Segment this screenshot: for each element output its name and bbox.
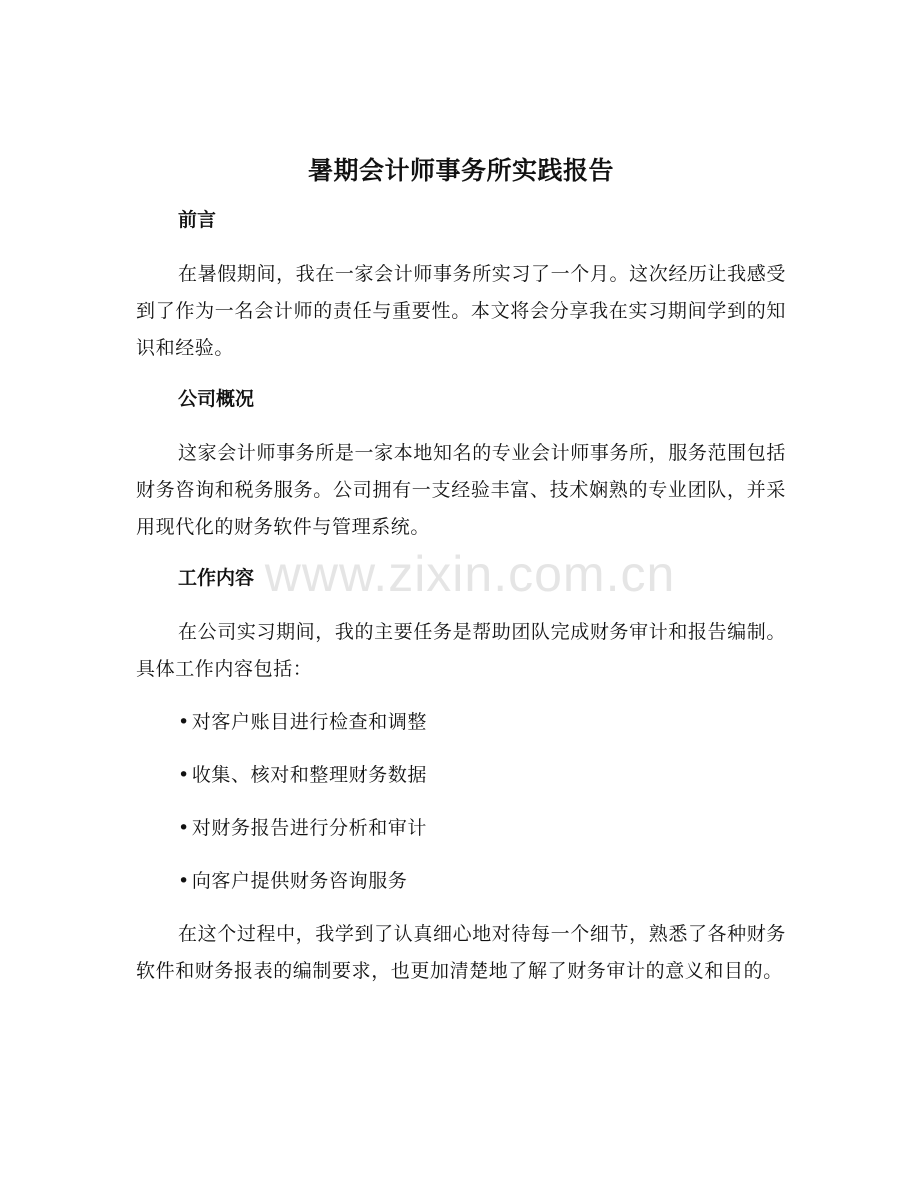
work-task-item: [136, 810, 786, 846]
work-task-item: [136, 863, 786, 899]
section-heading-company-overview: 公司概况: [178, 388, 255, 410]
bullet-dot-icon: •: [178, 711, 190, 733]
document-body: [136, 150, 786, 1006]
bullet-dot-icon: •: [178, 764, 190, 786]
bullet-dot-icon: •: [178, 870, 190, 892]
work-task-item: [136, 704, 786, 740]
watermark: www.zixin.com.cn: [264, 546, 676, 602]
company-overview-paragraph: 这家会计师事务所是一家本地知名的专业会计师事务所，服务范围包括财务咨询和税务服务。公司拥有一支经验丰富、技术娴熟的专业团队，并采用现代化的财务软件与管理系统。: [136, 442, 786, 538]
section-heading-work-content: 工作内容: [178, 567, 255, 589]
work-task-text: 对财务报告进行分析和审计: [191, 817, 428, 839]
work-content-intro-paragraph: 在公司实习期间，我的主要任务是帮助团队完成财务审计和报告编制。具体工作内容包括：: [136, 621, 786, 680]
work-task-text: 对客户账目进行检查和调整: [191, 711, 428, 733]
document-title: 暑期会计师事务所实践报告: [307, 156, 614, 185]
work-task-text: 收集、核对和整理财务数据: [191, 764, 428, 786]
work-task-list: [136, 704, 786, 899]
preface-paragraph: 在暑假期间，我在一家会计师事务所实习了一个月。这次经历让我感受到了作为一名会计师的责任与重要性。本文将会分享我在实习期间学到的知识和经验。: [136, 263, 786, 359]
section-heading-preface: 前言: [178, 209, 217, 231]
work-task-item: [136, 757, 786, 793]
bullet-dot-icon: •: [178, 817, 190, 839]
work-task-text: 向客户提供财务咨询服务: [191, 870, 408, 892]
work-content-conclusion-paragraph: 在这个过程中，我学到了认真细心地对待每一个细节，熟悉了各种财务软件和财务报表的编制要求，也更加清楚地了解了财务审计的意义和目的。: [136, 923, 786, 982]
